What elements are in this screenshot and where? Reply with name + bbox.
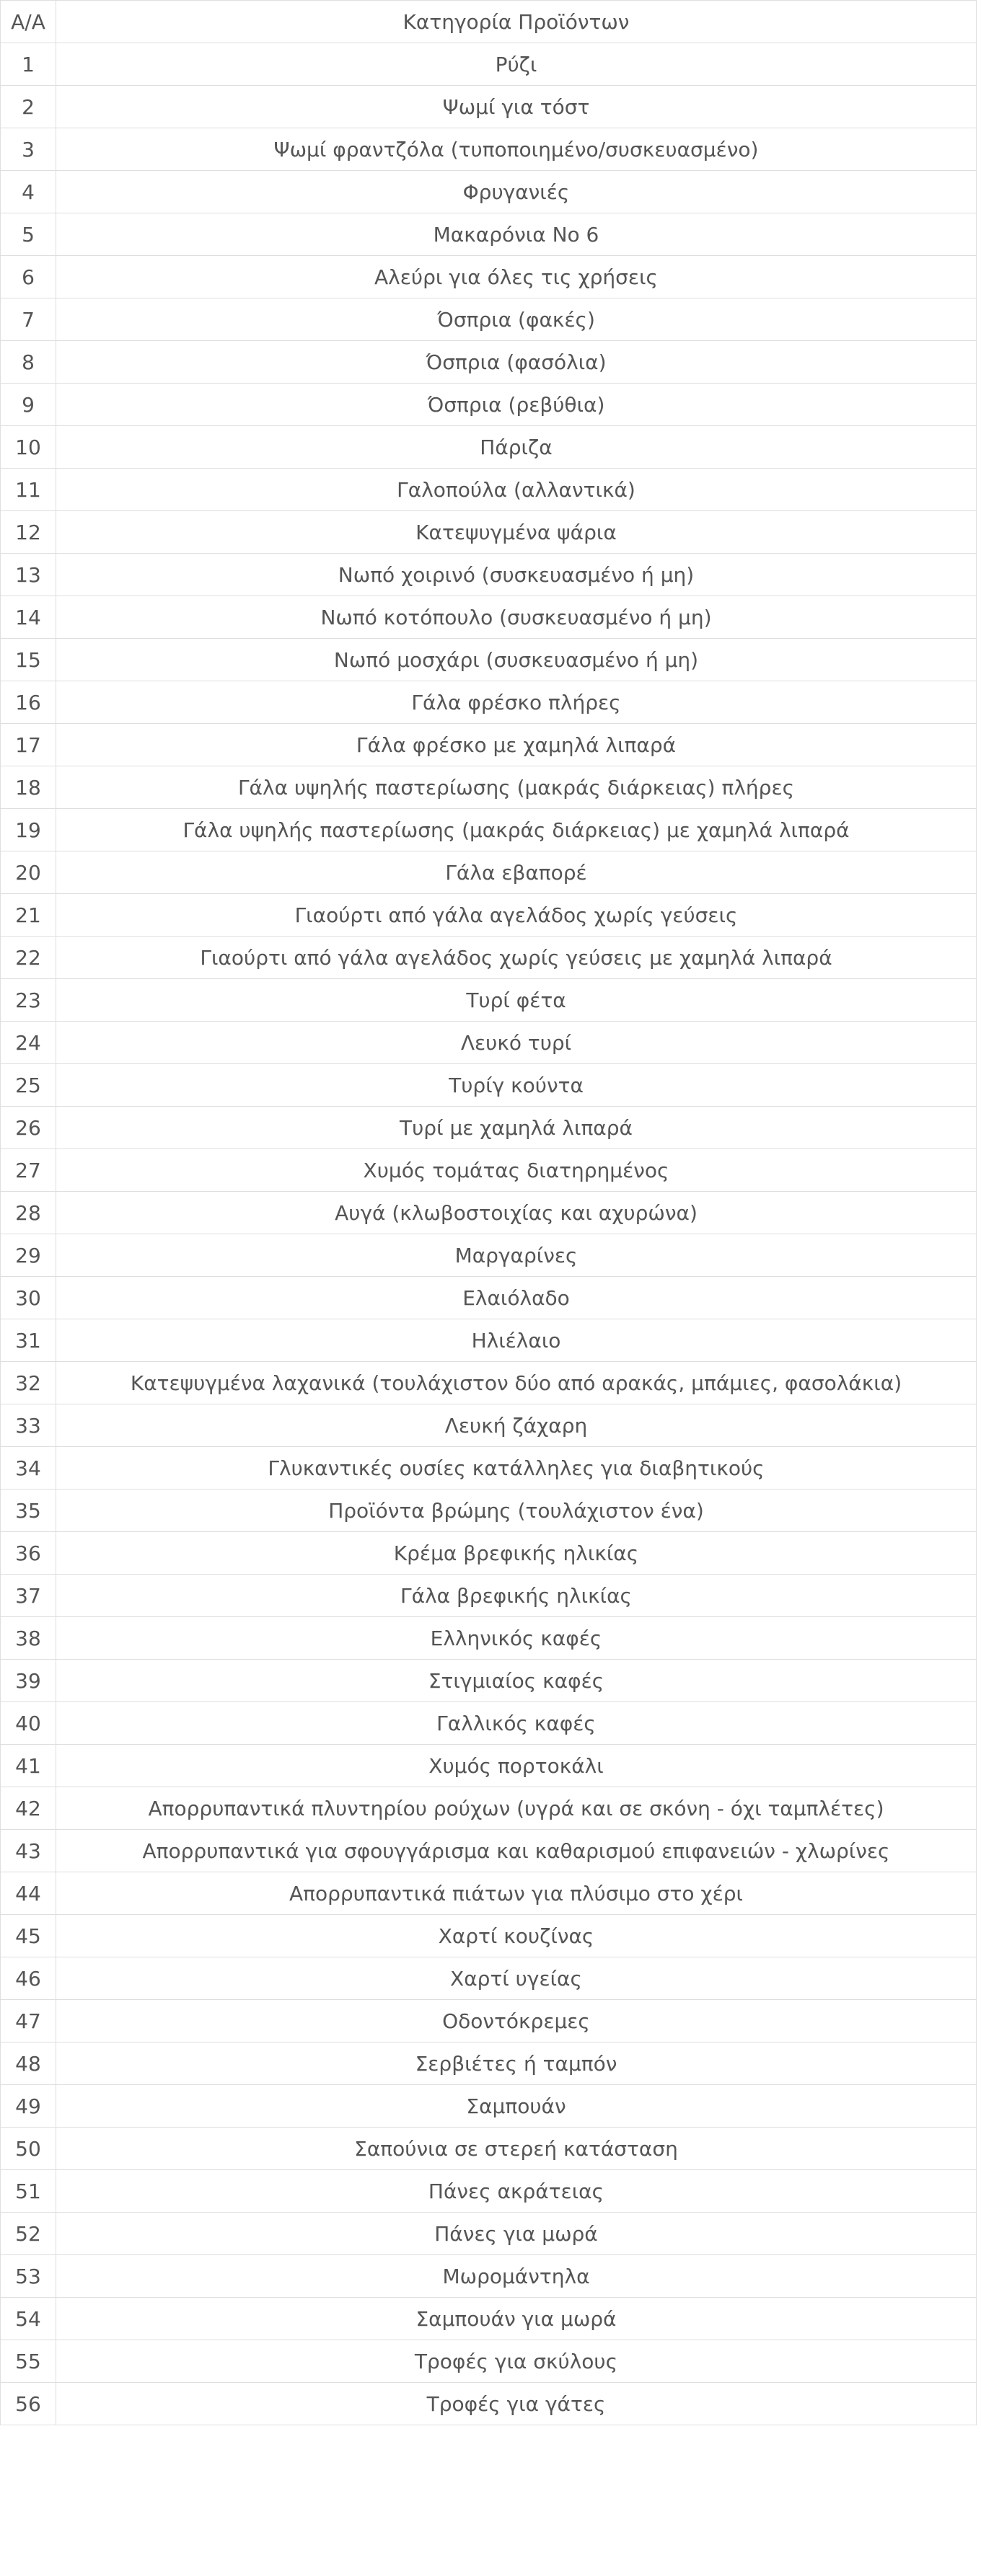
row-number: 16 — [1, 681, 56, 724]
row-category: Όσπρια (φακές) — [56, 298, 977, 341]
row-category: Πάριζα — [56, 426, 977, 469]
table-row — [1, 1915, 977, 1957]
row-number: 21 — [1, 894, 56, 937]
table-row — [1, 1787, 977, 1830]
table-row — [1, 1107, 977, 1149]
row-category: Ελληνικός καφές — [56, 1617, 977, 1660]
table-row — [1, 1234, 977, 1277]
table-row — [1, 809, 977, 851]
row-category: Όσπρια (ρεβύθια) — [56, 384, 977, 426]
table-row — [1, 1957, 977, 2000]
row-number: 14 — [1, 596, 56, 639]
row-category: Απορρυπαντικά για σφουγγάρισμα και καθαρισμού επιφανειών - χλωρίνες — [56, 1830, 977, 1872]
row-number: 23 — [1, 979, 56, 1022]
row-number: 38 — [1, 1617, 56, 1660]
row-category: Σαμπουάν — [56, 2085, 977, 2128]
row-category: Κατεψυγμένα ψάρια — [56, 511, 977, 554]
row-number: 50 — [1, 2128, 56, 2170]
row-category: Χυμός τομάτας διατηρημένος — [56, 1149, 977, 1192]
row-number: 43 — [1, 1830, 56, 1872]
row-number: 27 — [1, 1149, 56, 1192]
row-number: 10 — [1, 426, 56, 469]
table-row — [1, 1192, 977, 1234]
table-row — [1, 2298, 977, 2340]
row-category: Λευκό τυρί — [56, 1022, 977, 1064]
table-row — [1, 681, 977, 724]
table-row — [1, 596, 977, 639]
row-number: 53 — [1, 2255, 56, 2298]
row-number: 5 — [1, 213, 56, 256]
row-number: 20 — [1, 851, 56, 894]
table-row — [1, 2085, 977, 2128]
table-row — [1, 766, 977, 809]
row-category: Ψωμί φραντζόλα (τυποποιημένο/συσκευασμένο) — [56, 128, 977, 171]
row-category: Όσπρια (φασόλια) — [56, 341, 977, 384]
table-row — [1, 128, 977, 171]
table-row — [1, 1490, 977, 1532]
row-category: Γιαούρτι από γάλα αγελάδος χωρίς γεύσεις — [56, 894, 977, 937]
row-number: 2 — [1, 86, 56, 128]
table-row — [1, 1617, 977, 1660]
row-number: 4 — [1, 171, 56, 213]
row-category: Κρέμα βρεφικής ηλικίας — [56, 1532, 977, 1575]
row-number: 45 — [1, 1915, 56, 1957]
table-row — [1, 86, 977, 128]
row-category: Χυμός πορτοκάλι — [56, 1745, 977, 1787]
row-category: Αυγά (κλωβοστοιχίας και αχυρώνα) — [56, 1192, 977, 1234]
table-row — [1, 213, 977, 256]
row-number: 1 — [1, 43, 56, 86]
row-category: Προϊόντα βρώμης (τουλάχιστον ένα) — [56, 1490, 977, 1532]
row-category: Στιγμιαίος καφές — [56, 1660, 977, 1702]
row-category: Γάλα εβαπορέ — [56, 851, 977, 894]
row-number: 29 — [1, 1234, 56, 1277]
row-category: Νωπό κοτόπουλο (συσκευασμένο ή μη) — [56, 596, 977, 639]
row-category: Χαρτί υγείας — [56, 1957, 977, 2000]
table-header-row — [1, 1, 977, 43]
header-number: A/A — [1, 1, 56, 43]
row-number: 25 — [1, 1064, 56, 1107]
row-category: Ηλιέλαιο — [56, 1319, 977, 1362]
table-row — [1, 1830, 977, 1872]
row-number: 35 — [1, 1490, 56, 1532]
table-row — [1, 851, 977, 894]
row-category: Τυρί με χαμηλά λιπαρά — [56, 1107, 977, 1149]
row-number: 15 — [1, 639, 56, 681]
table-body — [1, 43, 977, 2425]
row-category: Απορρυπαντικά πλυντηρίου ρούχων (υγρά και σε σκόνη - όχι ταμπλέτες) — [56, 1787, 977, 1830]
table-row — [1, 1149, 977, 1192]
row-number: 13 — [1, 554, 56, 596]
row-number: 33 — [1, 1404, 56, 1447]
row-number: 54 — [1, 2298, 56, 2340]
row-number: 24 — [1, 1022, 56, 1064]
table-row — [1, 43, 977, 86]
row-number: 56 — [1, 2383, 56, 2425]
row-category: Κατεψυγμένα λαχανικά (τουλάχιστον δύο από αρακάς, μπάμιες, φασολάκια) — [56, 1362, 977, 1404]
row-number: 49 — [1, 2085, 56, 2128]
row-number: 44 — [1, 1872, 56, 1915]
row-number: 34 — [1, 1447, 56, 1490]
row-category: Μακαρόνια Νο 6 — [56, 213, 977, 256]
table-row — [1, 937, 977, 979]
table-row — [1, 511, 977, 554]
row-number: 40 — [1, 1702, 56, 1745]
table-row — [1, 1532, 977, 1575]
table-row — [1, 426, 977, 469]
row-category: Νωπό μοσχάρι (συσκευασμένο ή μη) — [56, 639, 977, 681]
table-row — [1, 1064, 977, 1107]
table-row — [1, 1362, 977, 1404]
row-number: 7 — [1, 298, 56, 341]
row-number: 19 — [1, 809, 56, 851]
row-category: Τροφές για σκύλους — [56, 2340, 977, 2383]
table-row — [1, 724, 977, 766]
row-number: 30 — [1, 1277, 56, 1319]
row-category: Μωρομάντηλα — [56, 2255, 977, 2298]
table-row — [1, 2340, 977, 2383]
row-category: Αλεύρι για όλες τις χρήσεις — [56, 256, 977, 298]
row-number: 11 — [1, 469, 56, 511]
table-row — [1, 2000, 977, 2042]
table-row — [1, 341, 977, 384]
table-row — [1, 384, 977, 426]
row-number: 22 — [1, 937, 56, 979]
table-row — [1, 1022, 977, 1064]
row-category: Πάνες για μωρά — [56, 2213, 977, 2255]
row-number: 55 — [1, 2340, 56, 2383]
table-row — [1, 2383, 977, 2425]
row-category: Γαλοπούλα (αλλαντικά) — [56, 469, 977, 511]
row-category: Λευκή ζάχαρη — [56, 1404, 977, 1447]
row-number: 52 — [1, 2213, 56, 2255]
row-number: 3 — [1, 128, 56, 171]
row-category: Ψωμί για τόστ — [56, 86, 977, 128]
row-category: Σαμπουάν για μωρά — [56, 2298, 977, 2340]
row-number: 41 — [1, 1745, 56, 1787]
table-row — [1, 2213, 977, 2255]
row-number: 39 — [1, 1660, 56, 1702]
row-number: 36 — [1, 1532, 56, 1575]
row-category: Απορρυπαντικά πιάτων για πλύσιμο στο χέρι — [56, 1872, 977, 1915]
row-category: Φρυγανιές — [56, 171, 977, 213]
row-category: Γαλλικός καφές — [56, 1702, 977, 1745]
header-category: Κατηγορία Προϊόντων — [56, 1, 977, 43]
table-row — [1, 554, 977, 596]
table-row — [1, 2255, 977, 2298]
table-row — [1, 1575, 977, 1617]
row-category: Σερβιέτες ή ταμπόν — [56, 2042, 977, 2085]
row-number: 48 — [1, 2042, 56, 2085]
table-row — [1, 1447, 977, 1490]
row-number: 46 — [1, 1957, 56, 2000]
table-row — [1, 1660, 977, 1702]
row-number: 26 — [1, 1107, 56, 1149]
table-row — [1, 1702, 977, 1745]
row-category: Γάλα υψηλής παστερίωσης (μακράς διάρκειας) πλήρες — [56, 766, 977, 809]
row-number: 37 — [1, 1575, 56, 1617]
row-category: Ρύζι — [56, 43, 977, 86]
row-category: Τροφές για γάτες — [56, 2383, 977, 2425]
row-category: Πάνες ακράτειας — [56, 2170, 977, 2213]
row-category: Γάλα φρέσκο πλήρες — [56, 681, 977, 724]
row-category: Οδοντόκρεμες — [56, 2000, 977, 2042]
row-category: Μαργαρίνες — [56, 1234, 977, 1277]
row-category: Χαρτί κουζίνας — [56, 1915, 977, 1957]
row-category: Νωπό χοιρινό (συσκευασμένο ή μη) — [56, 554, 977, 596]
table-row — [1, 1872, 977, 1915]
table-row — [1, 1745, 977, 1787]
row-category: Τυρίγ κούντα — [56, 1064, 977, 1107]
row-number: 31 — [1, 1319, 56, 1362]
row-number: 42 — [1, 1787, 56, 1830]
table-row — [1, 171, 977, 213]
row-category: Γάλα υψηλής παστερίωσης (μακράς διάρκειας) με χαμηλά λιπαρά — [56, 809, 977, 851]
table-row — [1, 639, 977, 681]
table-row — [1, 1277, 977, 1319]
table-row — [1, 894, 977, 937]
table-row — [1, 2170, 977, 2213]
row-category: Ελαιόλαδο — [56, 1277, 977, 1319]
row-category: Γάλα βρεφικής ηλικίας — [56, 1575, 977, 1617]
table-row — [1, 1319, 977, 1362]
row-category: Γάλα φρέσκο με χαμηλά λιπαρά — [56, 724, 977, 766]
table-row — [1, 469, 977, 511]
row-category: Τυρί φέτα — [56, 979, 977, 1022]
row-number: 32 — [1, 1362, 56, 1404]
row-number: 51 — [1, 2170, 56, 2213]
table-row — [1, 256, 977, 298]
row-category: Σαπούνια σε στερεή κατάσταση — [56, 2128, 977, 2170]
table-row — [1, 2128, 977, 2170]
row-number: 6 — [1, 256, 56, 298]
row-number: 18 — [1, 766, 56, 809]
row-number: 28 — [1, 1192, 56, 1234]
row-number: 8 — [1, 341, 56, 384]
row-number: 12 — [1, 511, 56, 554]
table-row — [1, 979, 977, 1022]
row-number: 17 — [1, 724, 56, 766]
table-row — [1, 298, 977, 341]
row-category: Γλυκαντικές ουσίες κατάλληλες για διαβητικούς — [56, 1447, 977, 1490]
row-number: 9 — [1, 384, 56, 426]
table-row — [1, 2042, 977, 2085]
table-row — [1, 1404, 977, 1447]
row-number: 47 — [1, 2000, 56, 2042]
row-category: Γιαούρτι από γάλα αγελάδος χωρίς γεύσεις με χαμηλά λιπαρά — [56, 937, 977, 979]
